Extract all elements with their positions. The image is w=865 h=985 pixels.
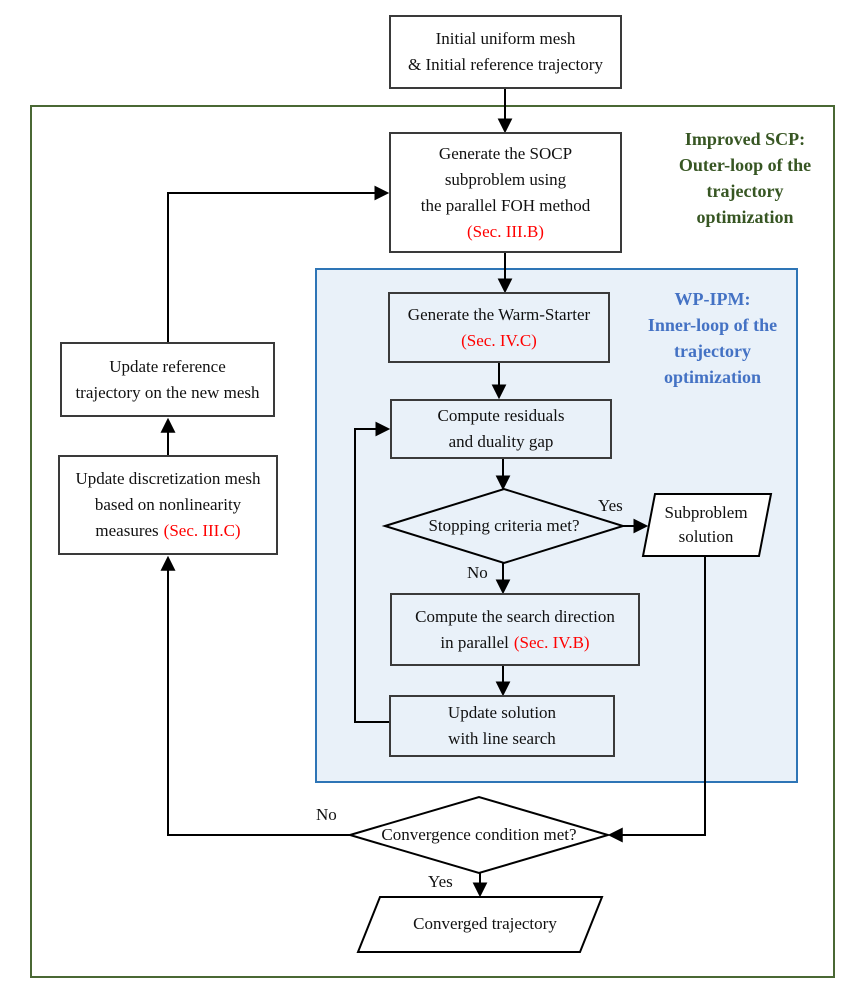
subproblem-solution-text [650,500,762,550]
convergence-question-text: Convergence condition met? [381,825,577,844]
initial-mesh-line2: & Initial reference trajectory [408,55,603,74]
socp-line1: Generate the SOCP [438,143,573,163]
warm-starter-box [388,292,610,363]
outer-heading-line3: trajectory [706,181,784,201]
search-direction-line2-text: in parallel [440,632,509,652]
update-mesh-line3 [95,518,240,544]
update-solution-line2: with line search [448,729,556,748]
residuals-line2: and duality gap [448,432,554,451]
update-solution-line1: Update solution [447,703,557,722]
arrow-update-solution-loopback [355,429,389,722]
socp-line3: the parallel FOH method [420,195,591,215]
inner-heading-line3: trajectory [674,341,751,361]
update-mesh-section-ref: (Sec. III.C) [163,521,241,540]
converged-trajectory-text [390,902,580,946]
update-reference-box [60,342,275,417]
search-direction-line1: Compute the search direction [415,606,615,626]
arrow-update-ref-to-socp [168,193,387,342]
initial-mesh-box [389,15,622,89]
inner-heading-line4: optimization [664,367,761,387]
update-mesh-line2: based on nonlinearity [94,495,242,514]
update-reference-line1: Update reference [109,356,226,376]
convergence-question [359,813,599,857]
update-mesh-line1: Update discretization mesh [75,469,261,488]
outer-heading-line4: optimization [696,207,794,227]
outer-heading-line2: Outer-loop of the [678,155,812,175]
inner-heading-line1: WP-IPM: [674,289,751,309]
outer-loop-heading [645,126,845,230]
stopping-question-text: Stopping criteria met? [428,516,580,535]
stopping-question [394,504,614,548]
converged-trajectory-label: Converged trajectory [413,914,557,933]
convergence-no-label: No [316,805,337,824]
update-reference-line2: trajectory on the new mesh [75,382,260,402]
convergence-yes-label: Yes [428,872,453,891]
warm-starter-line1: Generate the Warm-Starter [407,304,591,324]
warm-starter-section-ref: (Sec. IV.C) [461,330,537,350]
inner-loop-heading [615,286,810,390]
socp-section-ref: (Sec. III.B) [467,221,544,241]
socp-line2: subproblem using [444,169,567,189]
stopping-yes-label: Yes [598,496,623,515]
compute-residuals-box [390,399,612,459]
socp-subproblem-box [389,132,622,253]
update-solution-box [389,695,615,757]
search-direction-line2 [440,630,589,656]
subproblem-line2: solution [678,527,734,546]
arrow-convergence-no-to-update-mesh [168,558,350,835]
update-mesh-box [58,455,278,555]
subproblem-line1: Subproblem [664,503,748,522]
outer-heading-line1: Improved SCP: [684,129,806,149]
update-mesh-line3-text: measures [95,521,159,540]
residuals-line1: Compute residuals [437,406,565,425]
initial-mesh-line1: Initial uniform mesh [435,29,576,48]
search-direction-section-ref: (Sec. IV.B) [513,632,590,652]
search-direction-box [390,593,640,666]
inner-heading-line2: Inner-loop of the [647,315,778,335]
stopping-no-label: No [467,563,488,582]
